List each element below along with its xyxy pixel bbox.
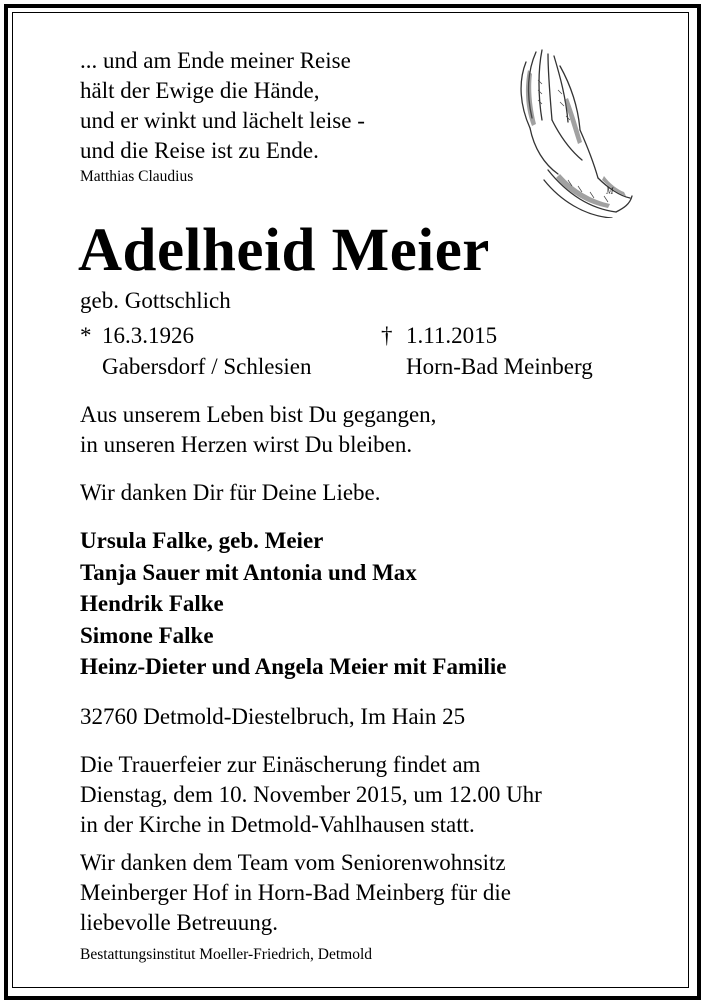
death-cross-icon: † [381, 323, 393, 348]
undertaker: Bestattungsinstitut Moeller-Friedrich, Detmold [80, 946, 372, 963]
family-member: Heinz-Dieter und Angela Meier mit Familie [80, 654, 507, 679]
deceased-name: Adelheid Meier [78, 217, 490, 284]
ceremony-text [80, 750, 542, 840]
poem-author: Matthias Claudius [80, 168, 194, 185]
poem-line: ... und am Ende meiner Reise [80, 48, 351, 73]
gratitude-text [80, 848, 511, 938]
farewell-line: Aus unserem Leben bist Du gegangen, [80, 402, 437, 427]
poem-line: und die Reise ist zu Ende. [80, 138, 319, 163]
gratitude-line: Wir danken dem Team vom Seniorenwohnsitz [80, 850, 506, 875]
poem-line: hält der Ewige die Hände, [80, 78, 320, 103]
birth-date: 16.3.1926 [102, 323, 194, 348]
gratitude-line: Meinberger Hof in Horn-Bad Meinberg für die [80, 880, 511, 905]
birth-info [80, 320, 312, 382]
death-info [381, 320, 593, 382]
praying-hands-icon [508, 40, 638, 218]
ceremony-line: Die Trauerfeier zur Einäscherung findet am [80, 752, 481, 777]
svg-text:M: M [606, 186, 614, 196]
poem [80, 46, 365, 166]
family-member: Hendrik Falke [80, 591, 224, 616]
family-member: Tanja Sauer mit Antonia und Max [80, 559, 417, 585]
ceremony-line: Dienstag, dem 10. November 2015, um 12.00 Uhr [80, 782, 542, 807]
death-date: 1.11.2015 [406, 323, 498, 348]
birth-star-icon: * [80, 323, 92, 348]
birth-place: Gabersdorf / Schlesien [102, 354, 312, 379]
born-name: geb. Gottschlich [80, 288, 231, 313]
gratitude-line: liebevolle Betreuung. [80, 910, 278, 935]
farewell-text [80, 400, 436, 460]
ceremony-line: in der Kirche in Detmold-Vahlhausen statt. [80, 812, 475, 837]
farewell-line: in unseren Herzen wirst Du bleiben. [80, 432, 413, 457]
poem-line: und er winkt und lächelt leise - [80, 108, 365, 133]
thanks-text: Wir danken Dir für Deine Liebe. [80, 480, 381, 505]
family-member: Ursula Falke, geb. Meier [80, 528, 324, 553]
family-member: Simone Falke [80, 622, 214, 648]
death-place: Horn-Bad Meinberg [406, 354, 593, 379]
address: 32760 Detmold-Diestelbruch, Im Hain 25 [80, 704, 466, 729]
family-list [80, 525, 506, 683]
